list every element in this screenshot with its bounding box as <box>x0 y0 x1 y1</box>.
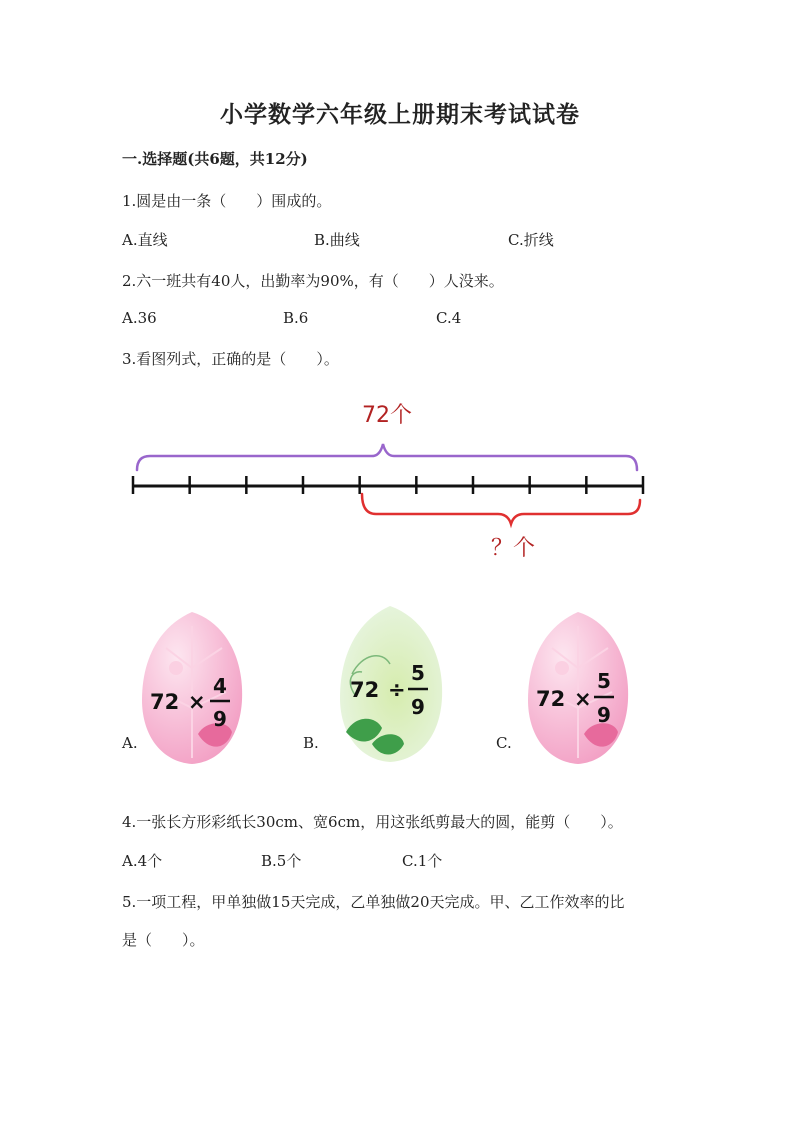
card-b-denominator: 9 <box>411 695 425 719</box>
part-brace <box>362 494 640 524</box>
part-label: ？个 <box>490 536 536 561</box>
card-b-op: ÷ <box>388 678 406 702</box>
q3-option-a[interactable]: A. <box>122 734 138 752</box>
q2-option-c[interactable]: C.4 <box>436 309 462 327</box>
card-c-op: × <box>574 687 592 711</box>
card-c-denominator: 9 <box>597 703 611 727</box>
q2-option-b[interactable]: B.6 <box>283 309 309 327</box>
total-brace <box>137 444 637 470</box>
card-c-whole: 72 <box>536 687 566 711</box>
q1-option-b[interactable]: B.曲线 <box>314 231 360 249</box>
flower-icon <box>555 661 569 675</box>
segment-diagram <box>0 390 800 570</box>
card-c-numerator: 5 <box>597 669 611 693</box>
card-a-op: × <box>188 690 206 714</box>
q2-option-a[interactable]: A.36 <box>122 309 157 327</box>
choice-card-c[interactable] <box>522 608 634 768</box>
q4-option-c[interactable]: C.1个 <box>402 852 443 870</box>
question-1: 1.圆是由一条（ ）围成的。 <box>122 192 332 210</box>
flower-icon <box>169 661 183 675</box>
card-b-whole: 72 <box>350 678 380 702</box>
card-a-denominator: 9 <box>213 707 227 731</box>
choice-card-a[interactable] <box>136 608 248 768</box>
choice-card-b[interactable] <box>332 604 450 766</box>
card-a-whole: 72 <box>150 690 180 714</box>
q3-option-c[interactable]: C. <box>496 734 512 752</box>
question-2: 2.六一班共有40人，出勤率为90%，有（ ）人没来。 <box>122 272 504 290</box>
question-4: 4.一张长方形彩纸长30cm、宽6cm，用这张纸剪最大的圆，能剪（ ）。 <box>122 813 623 831</box>
card-a-numerator: 4 <box>213 674 227 698</box>
q4-option-a[interactable]: A.4个 <box>122 852 163 870</box>
question-3: 3.看图列式，正确的是（ ）。 <box>122 350 339 368</box>
page-title: 小学数学六年级上册期末考试试卷 <box>220 101 580 128</box>
q1-option-c[interactable]: C.折线 <box>508 231 554 249</box>
question-5-line-2: 是（ ）。 <box>122 931 205 949</box>
q4-option-b[interactable]: B.5个 <box>261 852 302 870</box>
q3-option-b[interactable]: B. <box>303 734 319 752</box>
section-heading: 一.选择题(共6题，共12分) <box>122 150 308 168</box>
total-label: 72个 <box>362 403 412 428</box>
question-5-line-1: 5.一项工程，甲单独做15天完成，乙单独做20天完成。甲、乙工作效率的比 <box>122 893 625 911</box>
q1-option-a[interactable]: A.直线 <box>122 231 168 249</box>
card-b-numerator: 5 <box>411 661 425 685</box>
